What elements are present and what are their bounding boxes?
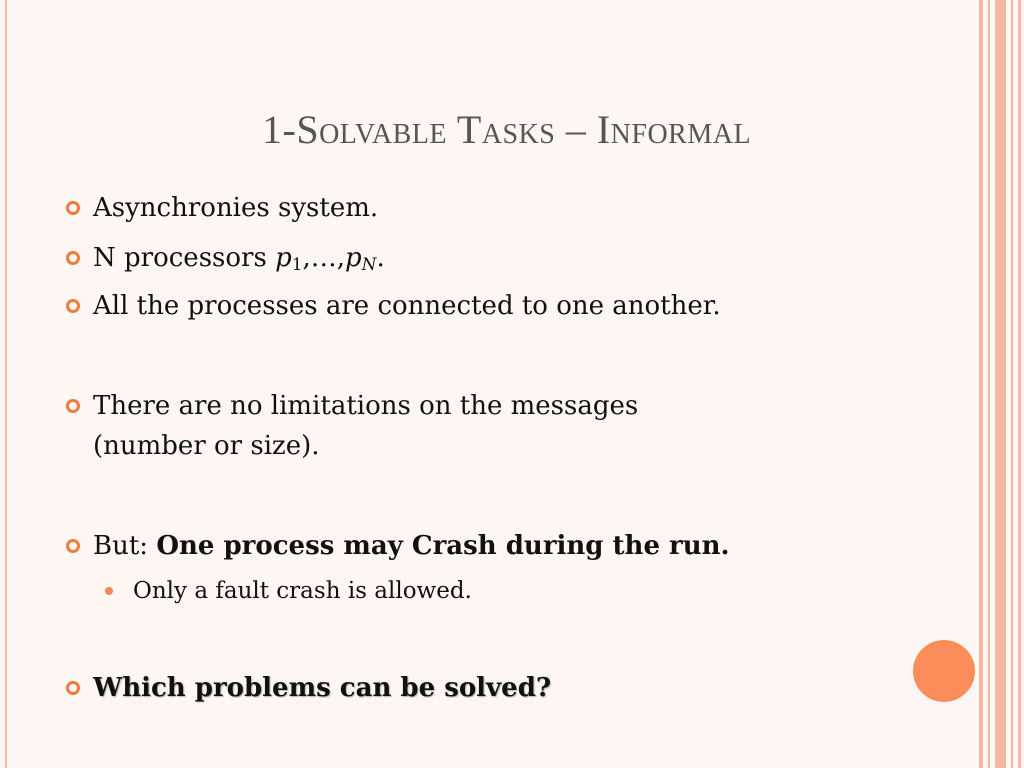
right-stripe [979, 0, 983, 768]
math-subscript: N [361, 254, 377, 275]
bullet-item [60, 668, 551, 708]
ring-bullet-icon [66, 399, 80, 413]
sub-bullet-item [105, 574, 472, 608]
bullet-line: There are no limitations on the messages [93, 391, 639, 421]
math-variable: p [345, 243, 362, 273]
slide-title: 1-Solvable Tasks – Informal [262, 107, 752, 152]
ring-bullet-icon [66, 299, 80, 313]
math-variable: p [275, 243, 292, 273]
bullet-item [60, 386, 638, 466]
right-stripe [1018, 0, 1021, 768]
right-stripe [1011, 0, 1013, 768]
ring-bullet-icon [66, 681, 80, 695]
bullet-line: (number or size). [93, 431, 320, 461]
bullet-item [60, 526, 730, 566]
right-stripe [995, 0, 1006, 768]
bullet-prefix: N processors [93, 243, 276, 273]
bullet-prefix: But: [93, 531, 157, 561]
dot-bullet-icon [105, 587, 113, 595]
bullet-suffix: . [376, 243, 385, 273]
ring-bullet-icon [66, 251, 80, 265]
ring-bullet-icon [66, 539, 80, 553]
bullet-text: All the processes are connected to one another. [93, 291, 721, 321]
right-stripe [988, 0, 990, 768]
bullet-text [93, 238, 385, 278]
bullet-question: Which problems can be solved? [93, 673, 552, 703]
bullet-text: Asynchronies system. [93, 193, 379, 223]
sub-bullet-text: Only a fault crash is allowed. [133, 578, 472, 604]
math-subscript: 1 [291, 254, 303, 275]
ring-bullet-icon [66, 201, 80, 215]
bullet-text [93, 526, 730, 566]
bullet-text [93, 386, 638, 466]
math-ellipsis: ,…, [302, 243, 346, 273]
bullet-item [60, 286, 721, 326]
bullet-emphasis: One process may Crash during the run. [156, 531, 730, 561]
bullet-item [60, 188, 378, 228]
bullet-item [60, 238, 385, 278]
